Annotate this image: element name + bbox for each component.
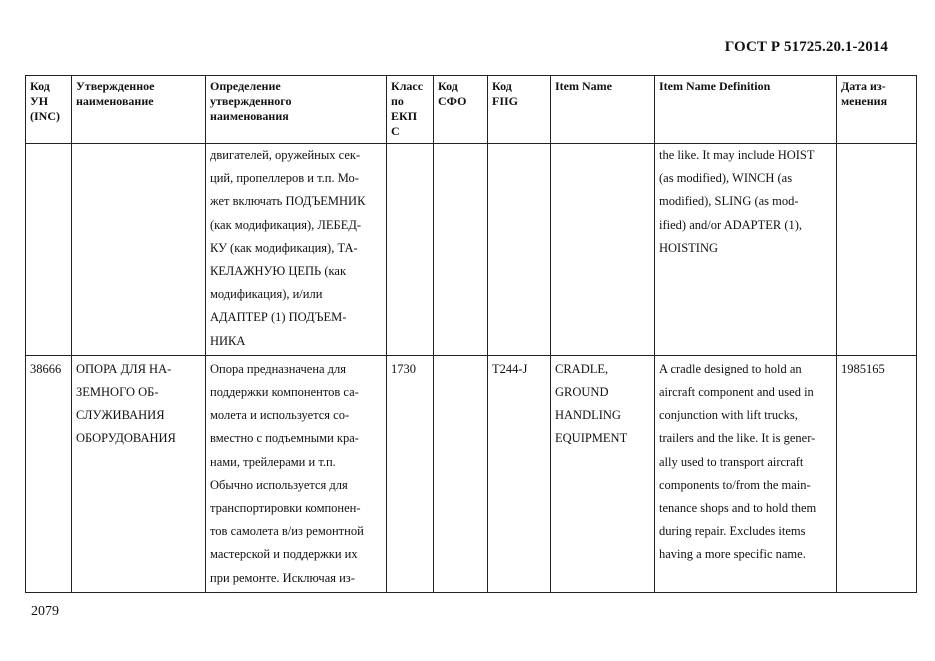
standard-designation: ГОСТ Р 51725.20.1-2014 <box>724 39 888 55</box>
cell-sfo <box>434 144 488 356</box>
col-header-change-date: Дата из- менения <box>837 76 917 144</box>
col-header-item-name-definition: Item Name Definition <box>655 76 837 144</box>
cell-sfo <box>434 355 488 592</box>
cell-inc <box>26 144 72 356</box>
col-header-sfo-code: Код СФО <box>434 76 488 144</box>
cell-fiig: T244-J <box>488 355 551 592</box>
catalog-table <box>25 75 917 593</box>
table-row <box>26 355 917 592</box>
cell-item-name <box>551 144 655 356</box>
col-header-approved-name: Утвержденное наименование <box>72 76 206 144</box>
cell-fiig <box>488 144 551 356</box>
cell-approved-name: ОПОРА ДЛЯ НА- ЗЕМНОГО ОБ- СЛУЖИВАНИЯ ОБОРУДОВАНИЯ <box>72 355 206 592</box>
cell-item-name: CRADLE, GROUND HANDLING EQUIPMENT <box>551 355 655 592</box>
cell-approved-name <box>72 144 206 356</box>
page-number: 2079 <box>31 604 59 619</box>
table-row <box>26 144 917 356</box>
cell-item-definition: the like. It may include HOIST (as modified), WINCH (as modified), SLING (as mod- ified) and/or ADAPTER (1), HOISTING <box>655 144 837 356</box>
cell-class <box>387 144 434 356</box>
col-header-inc: Код УН (INC) <box>26 76 72 144</box>
cell-item-definition: A cradle designed to hold an aircraft component and used in conjunction with lift trucks, trailers and the like. It is gener- ally used to transport aircraft components to/from the main- tenance shops and to hold them during repair. Excludes items having a more specific name. <box>655 355 837 592</box>
cell-inc: 38666 <box>26 355 72 592</box>
col-header-item-name: Item Name <box>551 76 655 144</box>
cell-definition-ru: Опора предназначена для поддержки компонентов са- молета и используется со- вместно с подъемными кра- нами, трейлерами и т.п. Обычно используется для транспортировки компонен- тов самолета в/из ремонтной мастерской и поддержки их при ремонте. Исключая из- <box>206 355 387 592</box>
cell-class: 1730 <box>387 355 434 592</box>
col-header-fiig-code: Код FIIG <box>488 76 551 144</box>
col-header-name-definition-ru: Определение утвержденного наименования <box>206 76 387 144</box>
table-header-row <box>26 76 917 144</box>
cell-change-date: 1985165 <box>837 355 917 592</box>
cell-definition-ru: двигателей, оружейных сек- ций, пропеллеров и т.п. Мо- жет включать ПОДЪЕМНИК (как модификация), ЛЕБЕД- КУ (как модификация), ТА- КЕЛАЖНУЮ ЦЕПЬ (как модификация), и/или АДАПТЕР (1) ПОДЪЕМ- НИКА <box>206 144 387 356</box>
cell-change-date <box>837 144 917 356</box>
col-header-class: Класс по ЕКП С <box>387 76 434 144</box>
